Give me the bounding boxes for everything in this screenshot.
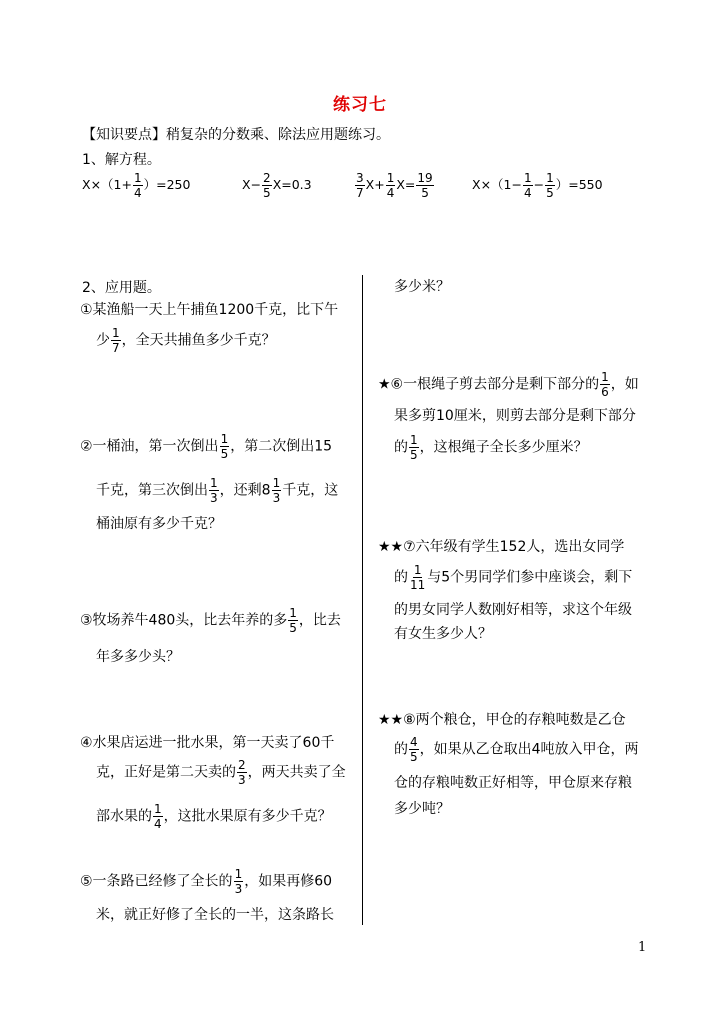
q5-line-1: ⑤一条路已经修了全长的 $\frac{1}{3}$ ，如果再修60 bbox=[80, 867, 333, 896]
knowledge-label: 【知识要点】 bbox=[82, 127, 166, 143]
column-divider bbox=[362, 275, 363, 925]
q2-line-3: 桶油原有多少千克？ bbox=[96, 516, 222, 532]
fraction: $\frac{19}{5}$ bbox=[417, 171, 433, 200]
q2-line-1: ②一桶油，第一次倒出 $\frac{1}{5}$ ，第二次倒出15 bbox=[80, 432, 333, 461]
q8-line-2: 的 $\frac{4}{5}$ ，如果从乙仓取出4吨放入甲仓，两 bbox=[394, 735, 639, 764]
q7-line-2: 的 $\frac{1}{11}$ 与5个男同学们参中座谈会，剩下 bbox=[394, 563, 633, 592]
equation-2 bbox=[242, 171, 312, 200]
q6-line-2: 果多剪10厘米，则剪去部分是剩下部分 bbox=[394, 408, 636, 424]
eq4-minus: − bbox=[533, 177, 545, 192]
fraction: $\frac{4}{5}$ bbox=[410, 735, 418, 764]
q4-line-3: 部水果的 $\frac{1}{4}$ ，这批水果原有多少千克？ bbox=[96, 802, 332, 831]
fraction: $\frac{1}{5}$ bbox=[410, 433, 418, 462]
q8-line-3: 仓的存粮吨数正好相等，甲仓原来存粮 bbox=[394, 775, 632, 791]
eq2-text-b: X=0.3 bbox=[272, 177, 312, 192]
section-2-heading: 2、应用题。 bbox=[82, 280, 161, 296]
page-number: 1 bbox=[638, 940, 647, 955]
q1-line-2: 少 $\frac{1}{7}$ ，全天共捕鱼多少千克？ bbox=[96, 326, 276, 355]
fraction: $\frac{1}{5}$ bbox=[289, 606, 297, 635]
fraction: $\frac{1}{7}$ bbox=[112, 326, 120, 355]
q5-line-3: 多少米？ bbox=[394, 279, 450, 295]
fraction: $\frac{1}{4}$ bbox=[154, 802, 162, 831]
eq3-text-a: X+ bbox=[365, 177, 385, 192]
fraction: $\frac{1}{11}$ bbox=[410, 563, 426, 592]
equation-4 bbox=[472, 171, 603, 200]
fraction: $\frac{1}{6}$ bbox=[601, 370, 609, 399]
page-title: 练习七 bbox=[333, 95, 387, 115]
fraction: $\frac{3}{7}$ bbox=[356, 171, 364, 200]
q7-line-1: ★★⑦六年级有学生152人，选出女同学 bbox=[378, 539, 625, 555]
knowledge-text: 稍复杂的分数乘、除法应用题练习。 bbox=[166, 127, 390, 143]
eq4-text-a: X×（1− bbox=[472, 177, 522, 192]
fraction: $\frac{1}{4}$ bbox=[523, 171, 532, 200]
q1-line-1: ①某渔船一天上午捕鱼1200千克，比下午 bbox=[80, 302, 339, 318]
fraction: $\frac{2}{3}$ bbox=[238, 758, 246, 787]
fraction: $\frac{1}{5}$ bbox=[546, 171, 554, 200]
equation-1 bbox=[82, 171, 190, 200]
fraction: $\frac{1}{3}$ bbox=[234, 867, 243, 896]
eq2-text-a: X− bbox=[242, 177, 262, 192]
fraction: $\frac{1}{4}$ bbox=[386, 171, 395, 200]
q3-line-1: ③牧场养牛480头，比去年养的多 $\frac{1}{5}$ ，比去 bbox=[80, 606, 341, 635]
equation-3 bbox=[354, 171, 435, 200]
section-1-heading: 1、解方程。 bbox=[82, 152, 161, 168]
q8-line-1: ★★⑧两个粮仓，甲仓的存粮吨数是乙仓 bbox=[378, 712, 626, 728]
q6-line-1: ★⑥一根绳子剪去部分是剩下部分的 $\frac{1}{6}$ ，如 bbox=[378, 370, 639, 399]
fraction: $\frac{1}{5}$ bbox=[220, 432, 229, 461]
q4-line-2: 克，正好是第二天卖的 $\frac{2}{3}$ ，两天共卖了全 bbox=[96, 758, 346, 787]
knowledge-points bbox=[82, 124, 390, 144]
eq4-text-b: ）=550 bbox=[555, 177, 603, 192]
eq1-text-b: ）=250 bbox=[143, 177, 191, 192]
q7-line-4: 有女生多少人？ bbox=[394, 626, 492, 642]
fraction: $\frac{1}{3}$ bbox=[210, 476, 218, 505]
fraction: $\frac{1}{4}$ bbox=[133, 171, 142, 200]
q8-line-4: 多少吨？ bbox=[394, 801, 450, 817]
q4-line-1: ④水果店运进一批水果，第一天卖了60千 bbox=[80, 735, 335, 751]
fraction: $\frac{1}{3}$ bbox=[272, 476, 281, 505]
q2-line-2: 千克，第三次倒出 $\frac{1}{3}$ ，还剩8 $\frac{1}{3}$ 千克，这 bbox=[96, 476, 339, 505]
q7-line-3: 的男女同学人数刚好相等，求这个年级 bbox=[394, 602, 632, 618]
eq3-text-b: X= bbox=[396, 177, 416, 192]
eq1-text-a: X×（1+ bbox=[82, 177, 132, 192]
q5-line-2: 米，就正好修了全长的一半，这条路长 bbox=[96, 907, 334, 923]
q6-line-3: 的 $\frac{1}{5}$ ，这根绳子全长多少厘米？ bbox=[394, 433, 588, 462]
fraction: $\frac{2}{5}$ bbox=[263, 171, 271, 200]
q3-line-2: 年多多少头？ bbox=[96, 649, 180, 665]
